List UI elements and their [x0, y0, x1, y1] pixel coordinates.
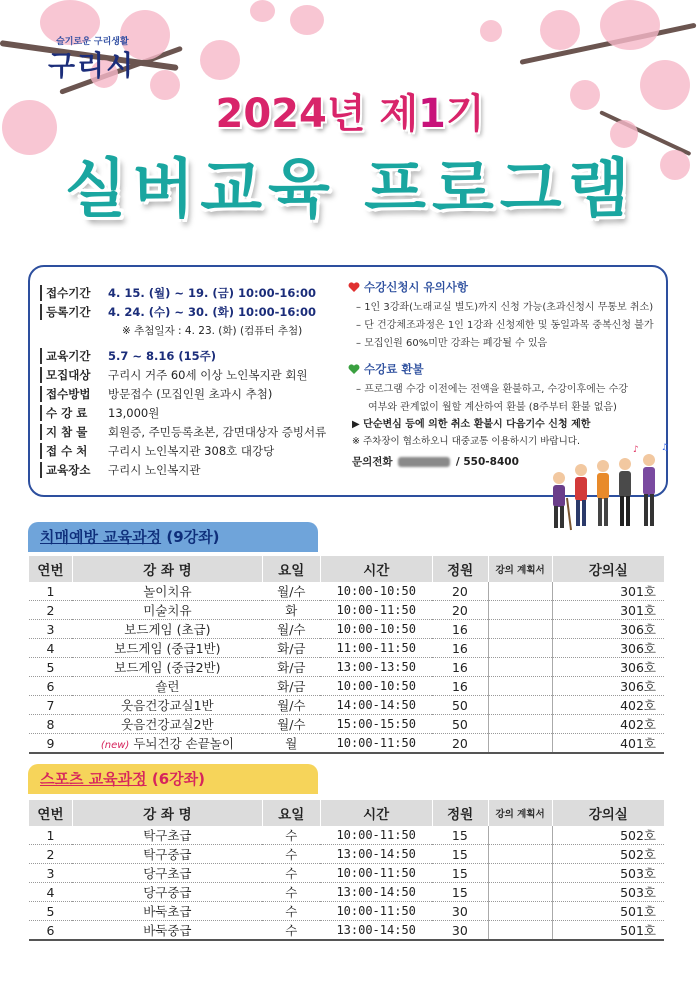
course-days: 수 [262, 864, 320, 883]
info-value: 4. 24. (수) ~ 30. (화) 10:00-16:00 [108, 304, 316, 319]
course-plan [488, 826, 552, 845]
course-plan [488, 658, 552, 677]
course-days: 월 [262, 734, 320, 754]
course-time: 13:00-14:50 [320, 845, 432, 864]
column-header: 강의 계획서 [488, 800, 552, 826]
course-days: 월/수 [262, 715, 320, 734]
course-room: 306호 [552, 658, 664, 677]
notice-item: – 1인 3강좌(노래교실 별도)까지 신청 가능(초과신청시 무통보 취소) [356, 302, 654, 313]
course-plan [488, 620, 552, 639]
info-list [40, 283, 326, 479]
logo-slogan: 슬기로운 구리생활 [56, 37, 129, 47]
info-row [40, 283, 326, 302]
course-plan [488, 883, 552, 902]
dementia-section-tab [28, 522, 318, 552]
info-key: 교육기간 [40, 348, 108, 364]
row-number: 7 [29, 696, 73, 715]
course-time: 11:00-11:50 [320, 639, 432, 658]
page-title-year [0, 82, 700, 139]
course-plan [488, 639, 552, 658]
course-plan [488, 715, 552, 734]
course-name: 당구초급 [72, 864, 262, 883]
column-header: 연번 [29, 800, 73, 826]
course-time: 10:00-11:50 [320, 601, 432, 620]
info-value: 5.7 ~ 8.16 (15주) [108, 348, 217, 363]
svg-text:♪: ♪ [633, 445, 639, 455]
notice-item: – 단 건강체조과정은 1인 1강좌 신청제한 및 동일과목 중복신청 불가 [356, 320, 654, 331]
course-room: 301호 [552, 601, 664, 620]
info-value: 구리시 노인복지관 308호 대강당 [108, 443, 275, 458]
course-plan [488, 734, 552, 754]
table-row [29, 620, 665, 639]
info-row [40, 365, 326, 384]
notice-title-text: 수강신청시 유의사항 [364, 280, 468, 294]
column-header: 강의 계획서 [488, 556, 552, 582]
column-header: 정원 [432, 800, 488, 826]
redacted-number [398, 457, 450, 467]
table-row [29, 921, 665, 941]
dementia-section-title: 치매예방 교육과정 [40, 528, 162, 546]
course-room: 402호 [552, 715, 664, 734]
notice-item-text: 단 건강체조과정은 1인 1강좌 신청제한 및 동일과목 중복신청 불가 [364, 320, 654, 331]
info-row [40, 422, 326, 441]
course-name: 바둑중급 [72, 921, 262, 941]
table-row [29, 639, 665, 658]
info-value: 4. 15. (월) ~ 19. (금) 10:00-16:00 [108, 285, 316, 300]
course-room: 306호 [552, 677, 664, 696]
dementia-section-count: (9강좌) [166, 528, 220, 546]
row-number: 3 [29, 864, 73, 883]
refund-line: – 프로그램 수강 이전에는 전액을 환불하고, 수강이후에는 수강 [356, 384, 628, 395]
info-row [40, 403, 326, 422]
info-key: 접 수 처 [40, 443, 108, 459]
cancel-notice: ▶ 단순변심 등에 의한 취소 환불시 다음기수 신청 제한 [352, 419, 591, 430]
info-key: 지 참 물 [40, 424, 108, 440]
course-name [72, 734, 262, 754]
course-time: 10:00-11:50 [320, 734, 432, 754]
row-number: 3 [29, 620, 73, 639]
course-room: 502호 [552, 845, 664, 864]
course-name: 보드게임 (초급) [72, 620, 262, 639]
course-capacity: 15 [432, 845, 488, 864]
course-capacity: 16 [432, 658, 488, 677]
course-days: 화 [262, 601, 320, 620]
course-room: 306호 [552, 620, 664, 639]
course-plan [488, 677, 552, 696]
course-room: 402호 [552, 696, 664, 715]
sports-section-tab [28, 764, 318, 794]
logo-name: 구리시 [48, 49, 136, 82]
course-days: 수 [262, 883, 320, 902]
course-name: 웃음건강교실1반 [72, 696, 262, 715]
course-room: 501호 [552, 921, 664, 941]
course-name: 탁구중급 [72, 845, 262, 864]
title-suffix: 기 [445, 91, 485, 137]
row-number: 2 [29, 601, 73, 620]
info-value: 13,000원 [108, 405, 160, 420]
course-time: 10:00-10:50 [320, 620, 432, 639]
column-header: 정원 [432, 556, 488, 582]
refund-line-text: 프로그램 수강 이전에는 전액을 환불하고, 수강이후에는 수강 [364, 384, 628, 395]
course-room: 306호 [552, 639, 664, 658]
course-room: 503호 [552, 864, 664, 883]
course-name: 탁구초급 [72, 826, 262, 845]
notice-item-text: 1인 3강좌(노래교실 별도)까지 신청 가능(초과신청시 무통보 취소) [364, 302, 654, 313]
course-capacity: 30 [432, 921, 488, 941]
course-room: 501호 [552, 902, 664, 921]
course-days: 화/금 [262, 639, 320, 658]
course-capacity: 20 [432, 601, 488, 620]
course-capacity: 16 [432, 620, 488, 639]
table-row [29, 601, 665, 620]
course-name: 바둑초급 [72, 902, 262, 921]
table-row [29, 883, 665, 902]
info-key: 등록기간 [40, 304, 108, 320]
course-name: 놀이치유 [72, 582, 262, 601]
table-row [29, 715, 665, 734]
course-days: 수 [262, 826, 320, 845]
column-header: 시간 [320, 556, 432, 582]
row-number: 5 [29, 658, 73, 677]
table-row [29, 696, 665, 715]
green-heart-icon [348, 364, 360, 375]
row-number: 2 [29, 845, 73, 864]
refund-title-text: 수강료 환불 [364, 362, 424, 376]
info-row [40, 441, 326, 460]
info-row [40, 302, 326, 321]
course-plan [488, 696, 552, 715]
course-time: 10:00-11:50 [320, 864, 432, 883]
course-time: 10:00-10:50 [320, 582, 432, 601]
row-number: 6 [29, 677, 73, 696]
info-value: 방문접수 (모집인원 초과시 추첨) [108, 386, 273, 401]
column-header: 요일 [262, 800, 320, 826]
row-number: 9 [29, 734, 73, 754]
table-row [29, 734, 665, 754]
info-row [40, 346, 326, 365]
course-plan [488, 582, 552, 601]
table-row [29, 864, 665, 883]
course-capacity: 15 [432, 883, 488, 902]
course-name: 미술치유 [72, 601, 262, 620]
notice-item-text: 모집인원 60%미만 강좌는 폐강될 수 있음 [364, 338, 548, 349]
course-name: 당구중급 [72, 883, 262, 902]
course-room: 502호 [552, 826, 664, 845]
info-key: 모집대상 [40, 367, 108, 383]
column-header: 요일 [262, 556, 320, 582]
table-row [29, 658, 665, 677]
course-time: 10:00-11:50 [320, 826, 432, 845]
page-title: 실버교육 프로그램 [64, 153, 636, 227]
seniors-illustration [545, 440, 675, 535]
info-value: 구리시 노인복지관 [108, 462, 201, 477]
course-days: 월/수 [262, 582, 320, 601]
info-value: ※ 추첨일자 : 4. 23. (화) (컴퓨터 추첨) [122, 325, 303, 337]
course-days: 월/수 [262, 620, 320, 639]
course-plan [488, 845, 552, 864]
info-row [40, 384, 326, 403]
course-days: 월/수 [262, 696, 320, 715]
course-plan [488, 921, 552, 941]
refund-line: 여부와 관계없이 월할 계산하여 환불 (8주부터 환불 없음) [368, 402, 617, 413]
contact-number: / 550-8400 [455, 456, 519, 468]
course-time: 15:00-15:50 [320, 715, 432, 734]
table-row [29, 902, 665, 921]
table-row [29, 845, 665, 864]
course-days: 화/금 [262, 677, 320, 696]
refund-title [348, 361, 658, 377]
course-time: 10:00-10:50 [320, 677, 432, 696]
dementia-course-table [28, 556, 664, 754]
title-prefix: 2024년 제 [215, 91, 419, 137]
course-plan [488, 902, 552, 921]
course-days: 수 [262, 902, 320, 921]
course-capacity: 16 [432, 639, 488, 658]
sports-section-count: (6강좌) [151, 770, 206, 788]
table-row [29, 677, 665, 696]
row-number: 4 [29, 639, 73, 658]
new-tag: (new) [100, 740, 130, 752]
notice-title [348, 279, 658, 295]
info-value: 구리시 거주 60세 이상 노인복지관 회원 [108, 367, 308, 382]
course-plan [488, 864, 552, 883]
row-number: 4 [29, 883, 73, 902]
course-days: 수 [262, 845, 320, 864]
course-name: 보드게임 (중급1반) [72, 639, 262, 658]
info-key: 교육장소 [40, 462, 108, 478]
course-capacity: 20 [432, 582, 488, 601]
table-row [29, 826, 665, 845]
guri-city-logo [30, 28, 170, 82]
course-name-text: 두뇌건강 손끝놀이 [133, 736, 234, 752]
course-capacity: 20 [432, 734, 488, 754]
notice-item: – 모집인원 60%미만 강좌는 폐강될 수 있음 [356, 338, 548, 349]
course-name: 보드게임 (중급2반) [72, 658, 262, 677]
column-header: 강의실 [552, 556, 664, 582]
row-number: 1 [29, 826, 73, 845]
info-row [40, 460, 326, 479]
course-days: 화/금 [262, 658, 320, 677]
course-time: 14:00-14:50 [320, 696, 432, 715]
red-heart-icon [348, 282, 360, 293]
title-number: 1 [418, 91, 446, 137]
sports-section-title: 스포츠 교육과정 [40, 770, 147, 788]
course-capacity: 50 [432, 696, 488, 715]
course-capacity: 30 [432, 902, 488, 921]
course-capacity: 16 [432, 677, 488, 696]
info-key: 접수방법 [40, 386, 108, 402]
course-room: 401호 [552, 734, 664, 754]
course-name: 숄런 [72, 677, 262, 696]
svg-text:♫: ♫ [661, 443, 670, 453]
course-capacity: 15 [432, 864, 488, 883]
course-capacity: 15 [432, 826, 488, 845]
info-value: 회원증, 주민등록초본, 감면대상자 증빙서류 [108, 424, 327, 439]
column-header: 연번 [29, 556, 73, 582]
parking-notice: ※ 주차장이 협소하오니 대중교통 이용하시기 바랍니다. [352, 436, 580, 447]
course-time: 13:00-13:50 [320, 658, 432, 677]
row-number: 1 [29, 582, 73, 601]
course-room: 301호 [552, 582, 664, 601]
course-time: 10:00-11:50 [320, 902, 432, 921]
column-header: 강 좌 명 [72, 800, 262, 826]
table-row [29, 582, 665, 601]
row-number: 8 [29, 715, 73, 734]
course-name: 웃음건강교실2반 [72, 715, 262, 734]
info-row [40, 321, 326, 340]
contact-label: 문의전화 [352, 456, 393, 468]
column-header: 강의실 [552, 800, 664, 826]
info-key: 수 강 료 [40, 405, 108, 421]
row-number: 6 [29, 921, 73, 941]
course-time: 13:00-14:50 [320, 921, 432, 941]
row-number: 5 [29, 902, 73, 921]
course-plan [488, 601, 552, 620]
course-time: 13:00-14:50 [320, 883, 432, 902]
column-header: 시간 [320, 800, 432, 826]
sports-course-table [28, 800, 664, 941]
course-days: 수 [262, 921, 320, 941]
column-header: 강 좌 명 [72, 556, 262, 582]
course-capacity: 50 [432, 715, 488, 734]
info-key: 접수기간 [40, 285, 108, 301]
course-room: 503호 [552, 883, 664, 902]
